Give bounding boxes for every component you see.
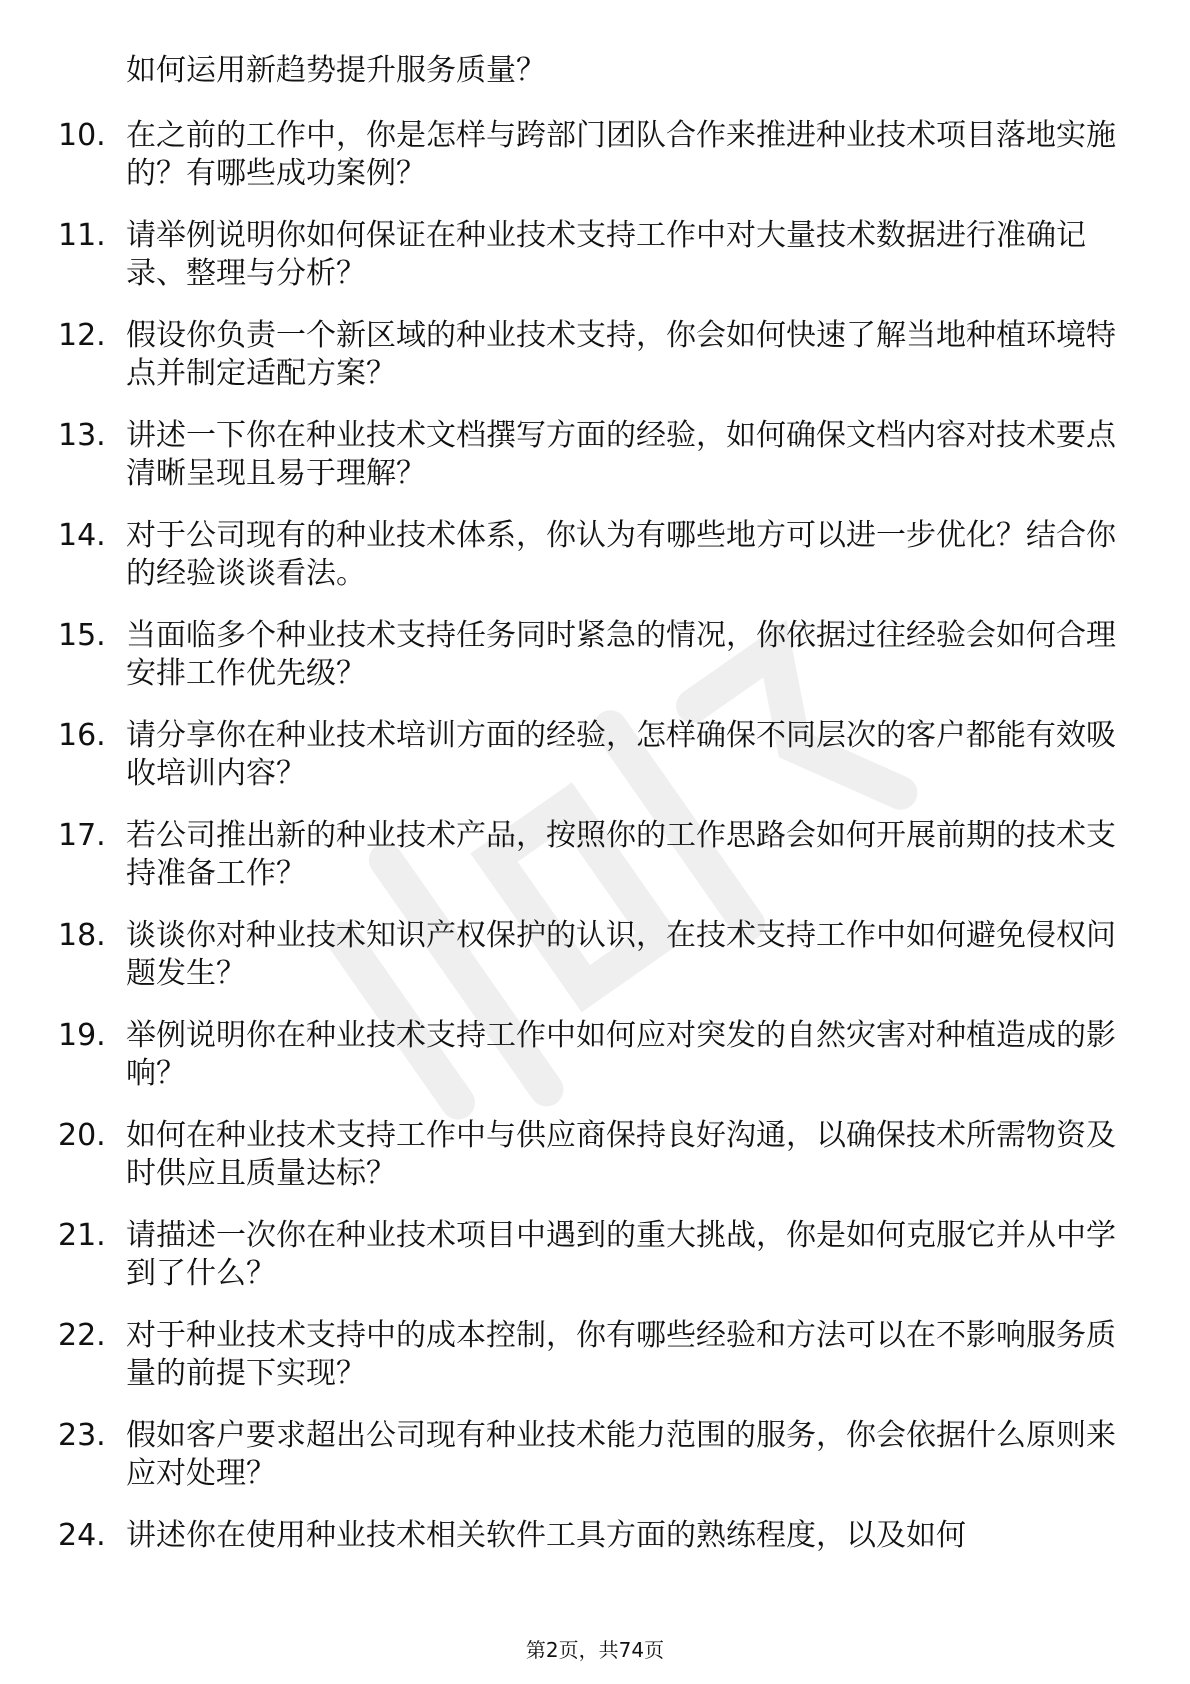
question-number: 12.: [58, 318, 106, 353]
question-number: 24.: [58, 1518, 106, 1553]
question-number: 21.: [58, 1218, 106, 1253]
question-text: 如何在种业技术支持工作中与供应商保持良好沟通，以确保技术所需物资及时供应且质量达标？: [126, 1118, 1116, 1191]
question-text: 谈谈你对种业技术知识产权保护的认识，在技术支持工作中如何避免侵权问题发生？: [126, 918, 1116, 991]
question-number: 11.: [58, 218, 106, 253]
question-item: [58, 617, 1118, 693]
page-footer: 第2页，共74页: [525, 1638, 665, 1662]
question-item: [58, 1217, 1118, 1293]
question-text: 假设你负责一个新区域的种业技术支持，你会如何快速了解当地种植环境特点并制定适配方案？: [126, 318, 1116, 391]
question-text: 讲述你在使用种业技术相关软件工具方面的熟练程度，以及如何: [126, 1518, 966, 1553]
question-item: [58, 217, 1118, 293]
question-item: [58, 1517, 1118, 1555]
question-item: [58, 817, 1118, 893]
question-number: 23.: [58, 1418, 106, 1453]
question-item: [58, 417, 1118, 493]
question-number: 16.: [58, 718, 106, 753]
question-item: [58, 117, 1118, 193]
question-item: [58, 317, 1118, 393]
question-item: [58, 717, 1118, 793]
question-number: 13.: [58, 418, 106, 453]
question-text: 请描述一次你在种业技术项目中遇到的重大挑战，你是如何克服它并从中学到了什么？: [126, 1218, 1116, 1291]
question-text: 若公司推出新的种业技术产品，按照你的工作思路会如何开展前期的技术支持准备工作？: [126, 818, 1116, 891]
question-item: [58, 1017, 1118, 1093]
question-number: 18.: [58, 918, 106, 953]
question-text: 请举例说明你如何保证在种业技术支持工作中对大量技术数据进行准确记录、整理与分析？: [126, 218, 1086, 291]
question-text: 对于种业技术支持中的成本控制，你有哪些经验和方法可以在不影响服务质量的前提下实现？: [126, 1318, 1116, 1391]
question-number: 20.: [58, 1118, 106, 1153]
continued-question-text: 如何运用新趋势提升服务质量？: [126, 53, 546, 88]
question-item: [58, 1317, 1118, 1393]
question-text: 对于公司现有的种业技术体系，你认为有哪些地方可以进一步优化？结合你的经验谈谈看法。: [126, 518, 1116, 591]
question-text: 假如客户要求超出公司现有种业技术能力范围的服务，你会依据什么原则来应对处理？: [126, 1418, 1116, 1491]
question-number: 17.: [58, 818, 106, 853]
question-number: 14.: [58, 518, 106, 553]
question-number: 10.: [58, 118, 106, 153]
question-text: 请分享你在种业技术培训方面的经验，怎样确保不同层次的客户都能有效吸收培训内容？: [126, 718, 1116, 791]
question-number: 22.: [58, 1318, 106, 1353]
question-number: 15.: [58, 618, 106, 653]
question-item: [58, 917, 1118, 993]
question-text: 讲述一下你在种业技术文档撰写方面的经验，如何确保文档内容对技术要点清晰呈现且易于理解？: [126, 418, 1116, 491]
question-number: 19.: [58, 1018, 106, 1053]
question-list: [58, 117, 1118, 1579]
question-text: 举例说明你在种业技术支持工作中如何应对突发的自然灾害对种植造成的影响？: [126, 1018, 1116, 1091]
question-item: [58, 517, 1118, 593]
question-text: 当面临多个种业技术支持任务同时紧急的情况，你依据过往经验会如何合理安排工作优先级？: [126, 618, 1116, 691]
question-item: [58, 1417, 1118, 1493]
question-text: 在之前的工作中，你是怎样与跨部门团队合作来推进种业技术项目落地实施的？有哪些成功案例？: [126, 118, 1116, 191]
question-item: [58, 1117, 1118, 1193]
